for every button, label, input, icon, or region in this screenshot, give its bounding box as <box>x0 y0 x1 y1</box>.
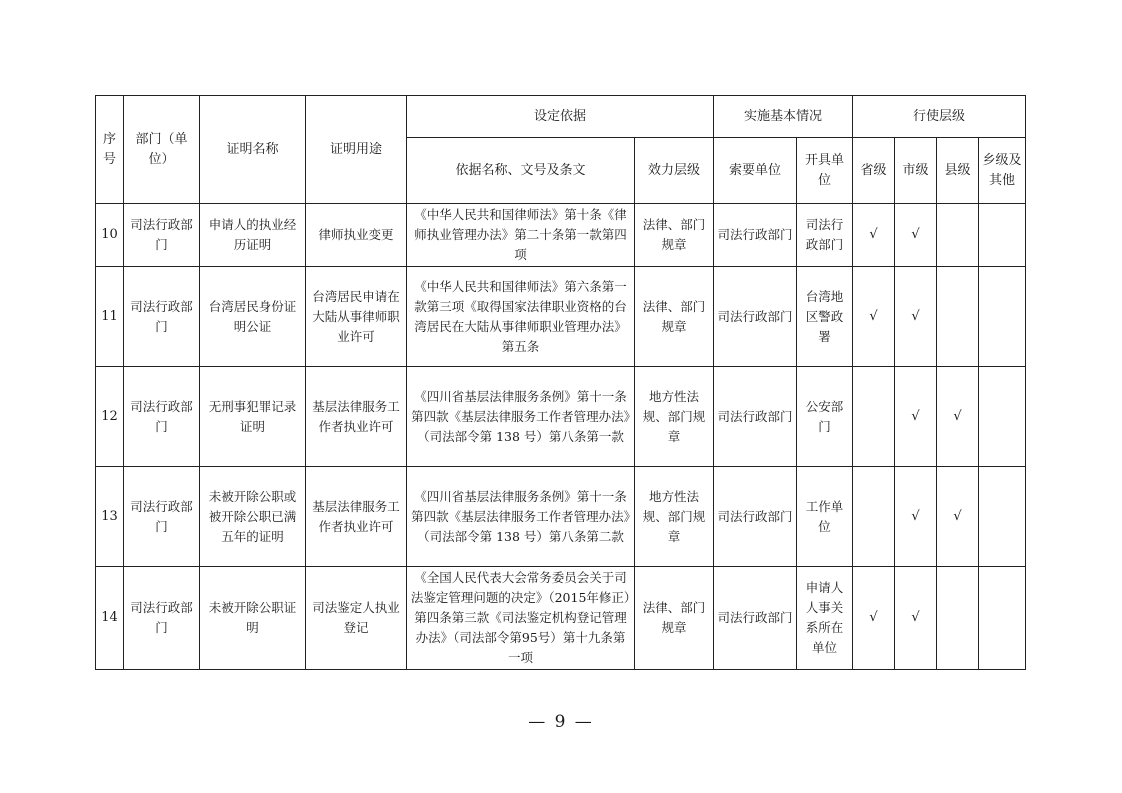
row-cert-name: 未被开除公职或被开除公职已满五年的证明 <box>200 467 306 567</box>
header-exercise-level: 行使层级 <box>853 96 1026 138</box>
row-seq: 12 <box>96 367 124 467</box>
row-cert-name: 台湾居民身份证明公证 <box>200 267 306 367</box>
row-province-check: √ <box>853 267 895 367</box>
row-basis: 《四川省基层法律服务条例》第十一条第四款《基层法律服务工作者管理办法》（司法部令第 138 号）第八条第一款 <box>407 367 635 467</box>
header-requesting-unit: 索要单位 <box>714 138 797 204</box>
row-basis: 《中华人民共和国律师法》第六条第一款第三项《取得国家法律职业资格的台湾居民在大陆从事律师职业管理办法》第五条 <box>407 267 635 367</box>
row-requesting-unit: 司法行政部门 <box>714 567 797 670</box>
row-requesting-unit: 司法行政部门 <box>714 267 797 367</box>
header-row-1 <box>96 96 1026 138</box>
row-county-check <box>937 267 979 367</box>
row-dept: 司法行政部门 <box>124 567 200 670</box>
row-requesting-unit: 司法行政部门 <box>714 367 797 467</box>
row-township-check <box>979 267 1026 367</box>
table-row <box>96 204 1026 267</box>
row-county-check <box>937 567 979 670</box>
header-cert-name: 证明名称 <box>200 96 306 204</box>
row-basis: 《中华人民共和国律师法》第十条《律师执业管理办法》第二十条第一款第四项 <box>407 204 635 267</box>
row-cert-use: 司法鉴定人执业登记 <box>306 567 407 670</box>
row-province-check: √ <box>853 204 895 267</box>
table-row <box>96 467 1026 567</box>
row-issuing-unit: 公安部门 <box>797 367 853 467</box>
row-effect: 地方性法规、部门规章 <box>635 467 714 567</box>
row-issuing-unit: 工作单位 <box>797 467 853 567</box>
header-city: 市级 <box>895 138 937 204</box>
header-cert-use: 证明用途 <box>306 96 407 204</box>
row-township-check <box>979 204 1026 267</box>
row-county-check: √ <box>937 467 979 567</box>
row-city-check: √ <box>895 467 937 567</box>
row-seq: 11 <box>96 267 124 367</box>
header-seq: 序号 <box>96 96 124 204</box>
row-effect: 法律、部门规章 <box>635 204 714 267</box>
header-dept: 部门（单位） <box>124 96 200 204</box>
row-county-check <box>937 204 979 267</box>
row-cert-use: 基层法律服务工作者执业许可 <box>306 467 407 567</box>
header-county: 县级 <box>937 138 979 204</box>
row-cert-use: 台湾居民申请在大陆从事律师职业许可 <box>306 267 407 367</box>
row-cert-name: 无刑事犯罪记录证明 <box>200 367 306 467</box>
row-county-check: √ <box>937 367 979 467</box>
page-number: — 9 — <box>528 712 594 732</box>
row-city-check: √ <box>895 267 937 367</box>
row-cert-name: 未被开除公职证明 <box>200 567 306 670</box>
table-row <box>96 367 1026 467</box>
row-seq: 10 <box>96 204 124 267</box>
row-township-check <box>979 367 1026 467</box>
row-issuing-unit: 台湾地区警政署 <box>797 267 853 367</box>
header-basis: 设定依据 <box>407 96 714 138</box>
row-issuing-unit: 申请人人事关系所在单位 <box>797 567 853 670</box>
table-row <box>96 267 1026 367</box>
row-province-check <box>853 467 895 567</box>
row-cert-name: 申请人的执业经历证明 <box>200 204 306 267</box>
row-basis: 《四川省基层法律服务条例》第十一条第四款《基层法律服务工作者管理办法》（司法部令第 138 号）第八条第二款 <box>407 467 635 567</box>
header-issuing-unit: 开具单位 <box>797 138 853 204</box>
header-effect-level: 效力层级 <box>635 138 714 204</box>
row-dept: 司法行政部门 <box>124 367 200 467</box>
row-city-check: √ <box>895 567 937 670</box>
row-requesting-unit: 司法行政部门 <box>714 204 797 267</box>
row-township-check <box>979 467 1026 567</box>
row-city-check: √ <box>895 367 937 467</box>
row-basis: 《全国人民代表大会常务委员会关于司法鉴定管理问题的决定》（2015年修正）第四条第三款《司法鉴定机构登记管理办法》（司法部令第95号）第十九条第一项 <box>407 567 635 670</box>
row-cert-use: 律师执业变更 <box>306 204 407 267</box>
row-effect: 法律、部门规章 <box>635 567 714 670</box>
header-township: 乡级及其他 <box>979 138 1026 204</box>
row-cert-use: 基层法律服务工作者执业许可 <box>306 367 407 467</box>
header-implementation: 实施基本情况 <box>714 96 853 138</box>
row-township-check <box>979 567 1026 670</box>
row-seq: 14 <box>96 567 124 670</box>
row-effect: 地方性法规、部门规章 <box>635 367 714 467</box>
row-effect: 法律、部门规章 <box>635 267 714 367</box>
header-province: 省级 <box>853 138 895 204</box>
row-seq: 13 <box>96 467 124 567</box>
certificate-table <box>95 95 1026 670</box>
row-dept: 司法行政部门 <box>124 204 200 267</box>
row-dept: 司法行政部门 <box>124 267 200 367</box>
header-basis-name: 依据名称、文号及条文 <box>407 138 635 204</box>
row-issuing-unit: 司法行政部门 <box>797 204 853 267</box>
row-city-check: √ <box>895 204 937 267</box>
row-province-check: √ <box>853 567 895 670</box>
row-dept: 司法行政部门 <box>124 467 200 567</box>
table-row <box>96 567 1026 670</box>
row-province-check <box>853 367 895 467</box>
row-requesting-unit: 司法行政部门 <box>714 467 797 567</box>
